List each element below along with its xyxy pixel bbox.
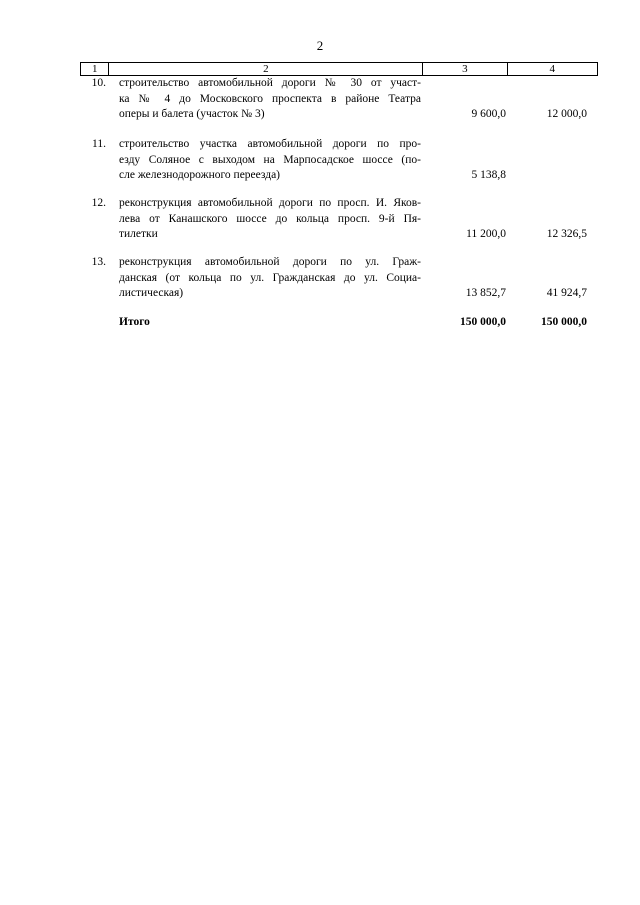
column-header-1: 1 — [81, 63, 109, 76]
row-value-col4: 12 326,5 — [546, 228, 587, 240]
column-header-3: 3 — [423, 63, 507, 76]
row-description-line: реконструкция автомобильной дороги по ул. Граж- — [119, 256, 421, 268]
row-description-line: сле железнодорожного переезда) — [119, 169, 281, 181]
row-description — [119, 196, 421, 243]
row-number: 11. — [92, 138, 106, 150]
row-description-line: строительство участка автомобильной дороги по про- — [119, 138, 421, 150]
row-description-line: оперы и балета (участок № 3) — [119, 108, 265, 120]
row-description-line: реконструкция автомобильной дороги по просп. И. Яков- — [119, 197, 421, 209]
row-description — [119, 76, 421, 123]
total-value-col4: 150 000,0 — [541, 316, 587, 328]
row-description-line: строительство автомобильной дороги № 30 от участ- — [119, 77, 421, 89]
total-value-col3: 150 000,0 — [460, 316, 506, 328]
page-number: 2 — [316, 38, 324, 53]
row-number: 12. — [91, 197, 106, 209]
column-header-2: 2 — [109, 63, 423, 76]
row-description-line: езду Соляное с выходом на Марпосадское шоссе (по- — [119, 153, 421, 166]
total-label: Итого — [119, 316, 150, 328]
row-value-col4: 41 924,7 — [546, 287, 587, 299]
row-value-col3: 5 138,8 — [471, 169, 506, 181]
row-value-col3: 11 200,0 — [466, 228, 506, 240]
column-header-row — [80, 62, 598, 76]
row-description — [119, 255, 421, 302]
row-description-line: ка № 4 до Московского проспекта в районе Театра — [119, 92, 421, 105]
row-number: 10. — [91, 77, 106, 89]
row-number: 13. — [91, 256, 106, 268]
row-value-col3: 9 600,0 — [471, 108, 506, 120]
row-description-line: лева от Канашского шоссе до кольца просп. 9-й Пя- — [119, 212, 421, 225]
row-description-line: тилетки — [119, 228, 158, 240]
row-description-line: листическая) — [119, 287, 184, 299]
row-description-line: данская (от кольца по ул. Гражданская до ул. Социа- — [119, 271, 421, 284]
column-header-4: 4 — [507, 63, 597, 76]
row-value-col4: 12 000,0 — [546, 108, 587, 120]
row-value-col3: 13 852,7 — [465, 287, 506, 299]
row-description — [119, 137, 421, 184]
